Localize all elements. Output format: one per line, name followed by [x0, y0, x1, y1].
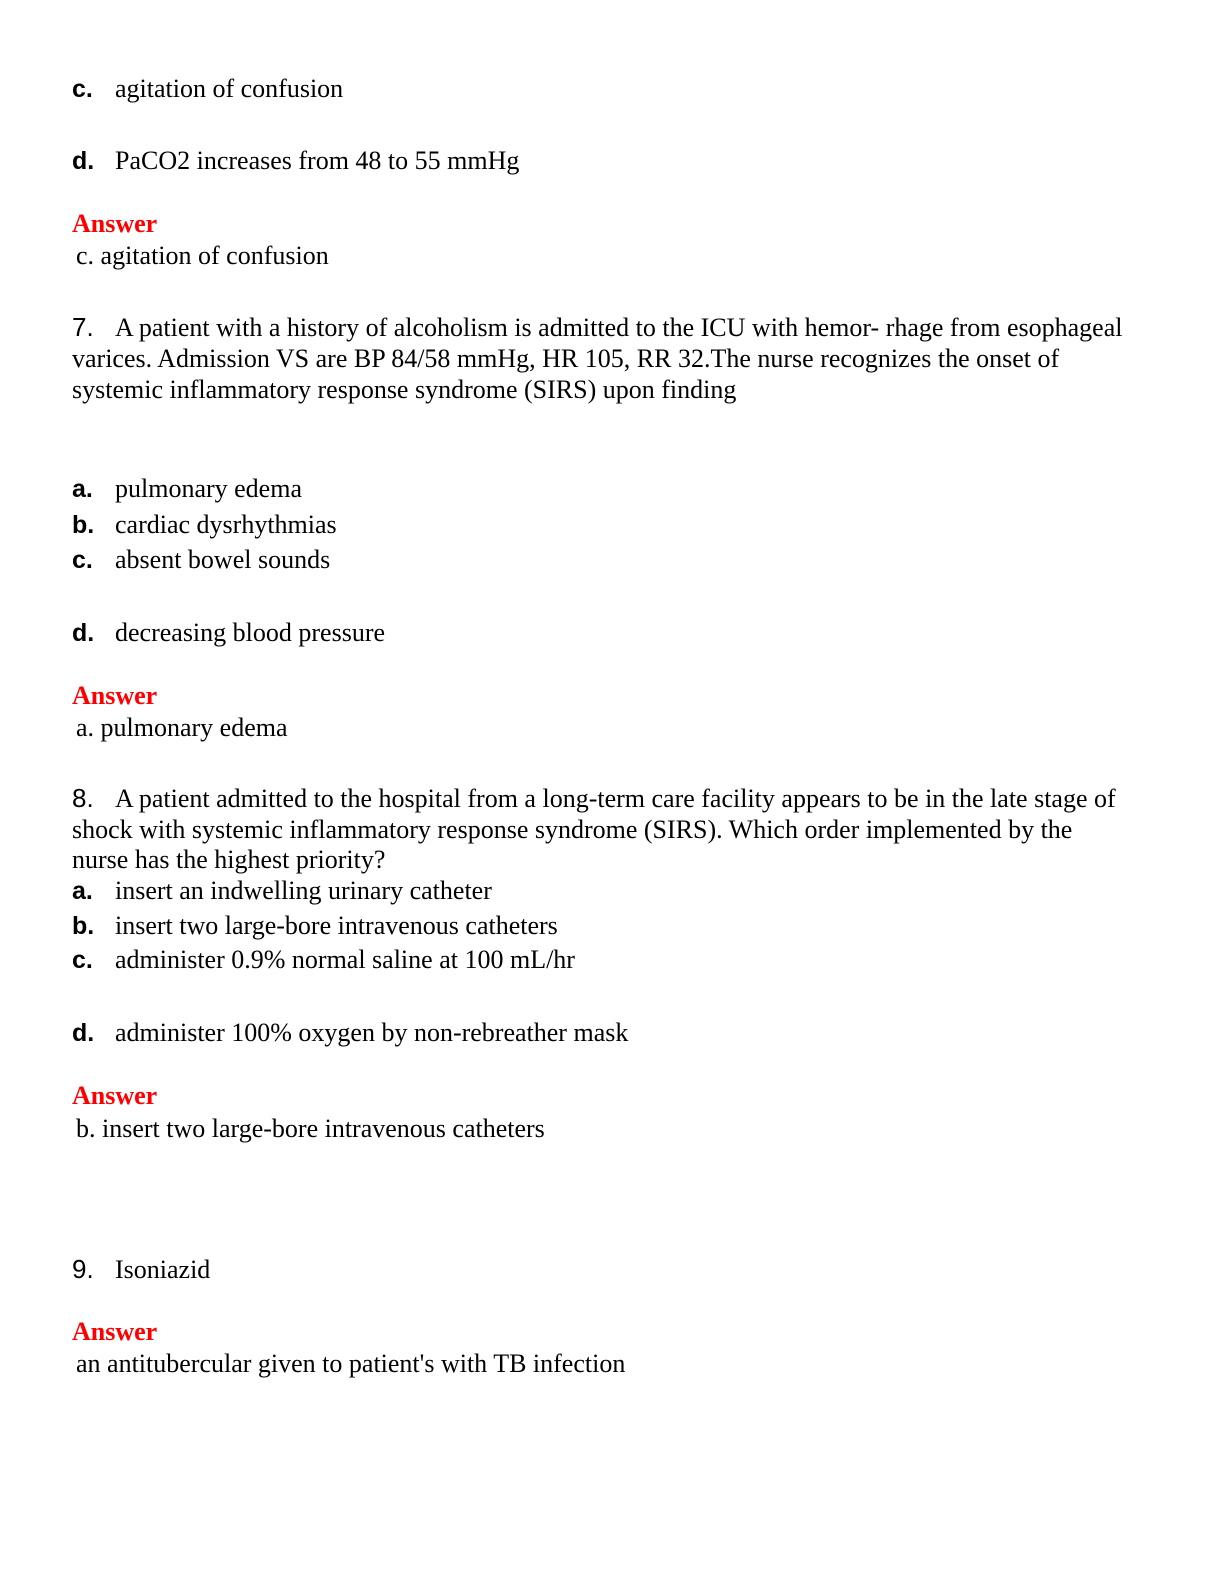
- option-text: absent bowel sounds: [115, 545, 331, 574]
- q8-question: [72, 783, 1132, 876]
- question-number: 8.: [72, 783, 94, 813]
- option-text: PaCO2 increases from 48 to 55 mmHg: [115, 146, 520, 175]
- q6-option-d: [72, 146, 519, 176]
- q8-answer-label: Answer: [72, 1081, 158, 1110]
- question-text: A patient admitted to the hospital from a long-term care facility appears to be in the late stage of shock with systemic inflammatory response syndrome (SIRS). Which order implemented by the nurse has the highest priority?: [72, 784, 1116, 874]
- q7-answer-label: Answer: [72, 681, 158, 710]
- question-number: 9.: [72, 1254, 94, 1284]
- option-letter: d.: [72, 1019, 95, 1047]
- q9-answer-text: an antitubercular given to patient's with TB infection: [76, 1349, 626, 1378]
- q6-option-c: [72, 74, 343, 104]
- q7-option-a: [72, 474, 302, 504]
- q6-answer-text: c. agitation of confusion: [76, 241, 329, 270]
- option-text: decreasing blood pressure: [115, 618, 386, 647]
- option-letter: a.: [72, 475, 93, 503]
- q8-option-d: [72, 1018, 628, 1048]
- q8-option-c: [72, 945, 575, 975]
- option-text: cardiac dysrhythmias: [115, 510, 337, 539]
- option-letter: a.: [72, 877, 93, 905]
- q8-answer-text: b. insert two large-bore intravenous catheters: [76, 1114, 545, 1143]
- option-text: pulmonary edema: [115, 474, 302, 503]
- q9-question: [72, 1254, 210, 1285]
- option-letter: d.: [72, 147, 95, 175]
- option-letter: c.: [72, 946, 93, 974]
- q7-answer-text: a. pulmonary edema: [76, 713, 288, 742]
- option-text: insert an indwelling urinary catheter: [115, 876, 492, 905]
- q9-answer-label: Answer: [72, 1317, 158, 1346]
- q7-option-d: [72, 618, 385, 648]
- option-letter: c.: [72, 546, 93, 574]
- q7-question: [72, 312, 1132, 405]
- option-letter: c.: [72, 75, 93, 103]
- option-text: administer 100% oxygen by non-rebreather mask: [115, 1018, 629, 1047]
- option-letter: b.: [72, 511, 95, 539]
- q8-option-b: [72, 911, 558, 941]
- q7-option-b: [72, 510, 337, 540]
- option-text: insert two large-bore intravenous catheters: [115, 911, 558, 940]
- question-number: 7.: [72, 312, 94, 342]
- q8-option-a: [72, 876, 492, 906]
- option-text: administer 0.9% normal saline at 100 mL/hr: [115, 945, 575, 974]
- question-text: A patient with a history of alcoholism is admitted to the ICU with hemor- rhage from esophageal varices. Admission VS are BP 84/58 mmHg, HR 105, RR 32.The nurse recognizes the onset of systemic inflammatory response syndrome (SIRS) upon finding: [72, 313, 1123, 404]
- q7-option-c: [72, 545, 330, 575]
- question-text: Isoniazid: [115, 1255, 211, 1284]
- option-text: agitation of confusion: [115, 74, 344, 103]
- option-letter: b.: [72, 912, 95, 940]
- option-letter: d.: [72, 619, 95, 647]
- q6-answer-label: Answer: [72, 209, 158, 238]
